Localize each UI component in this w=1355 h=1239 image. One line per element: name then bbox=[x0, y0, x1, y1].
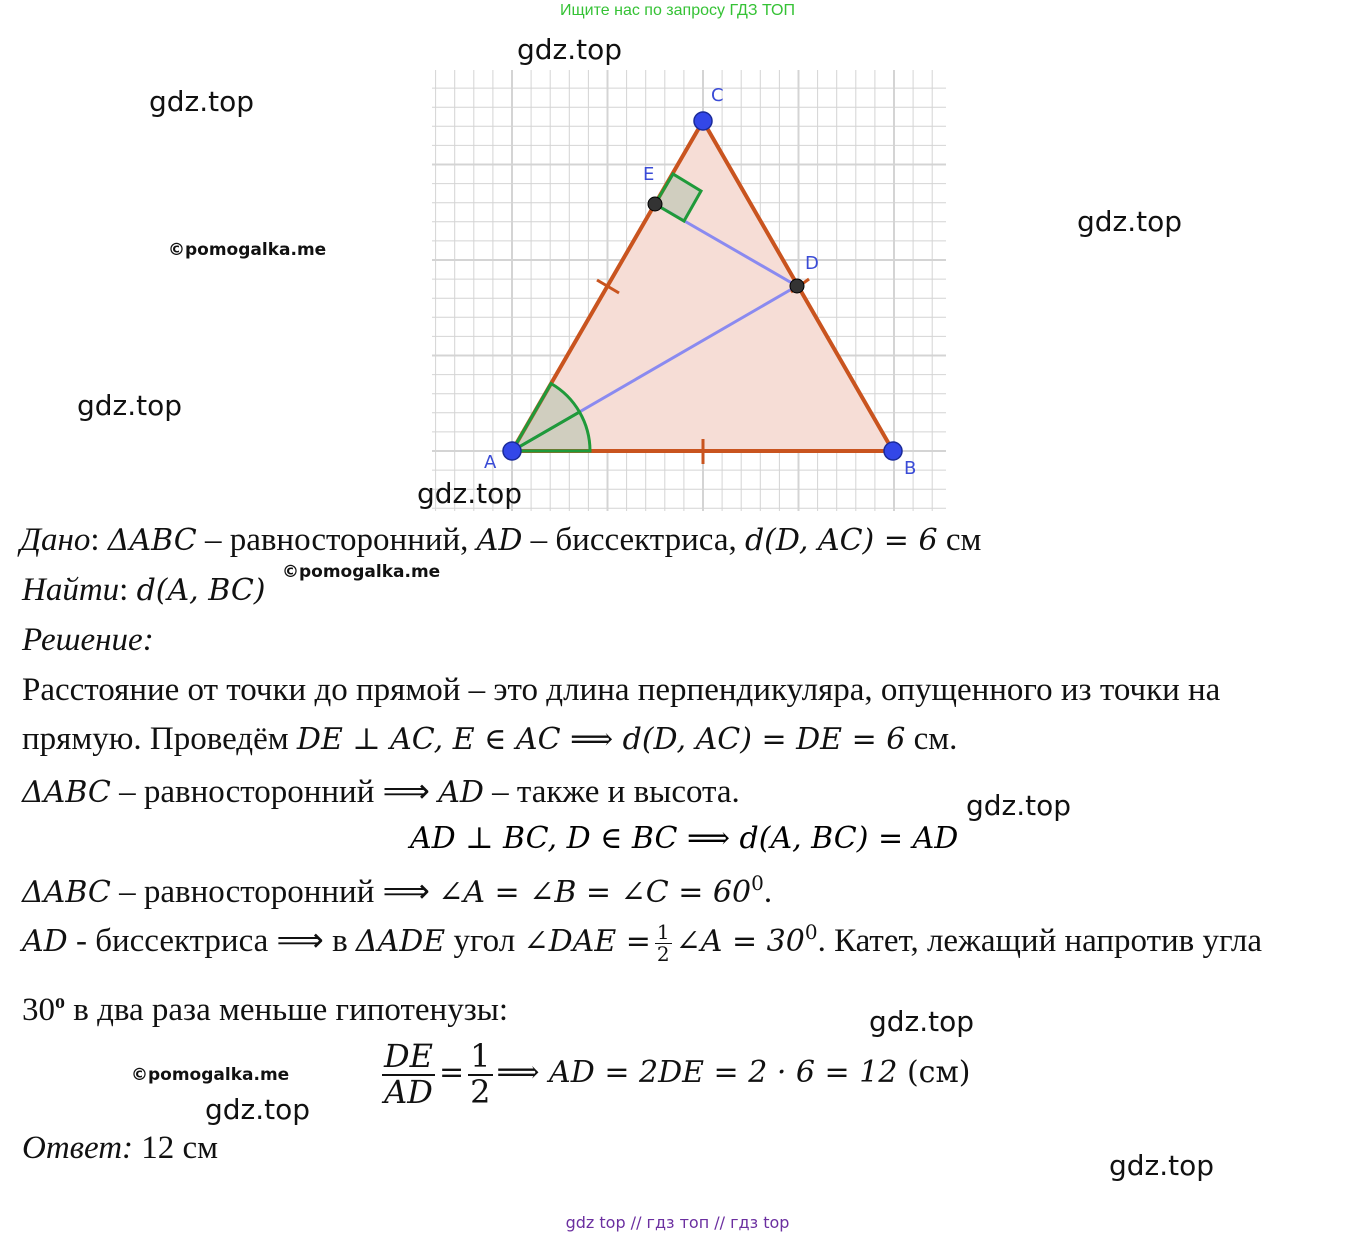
watermark-gdz: gdz.top bbox=[869, 1005, 975, 1038]
point-e bbox=[648, 197, 662, 211]
p5-fraction bbox=[655, 919, 672, 966]
watermark-gdz: gdz.top bbox=[149, 85, 255, 118]
triangle-figure bbox=[420, 60, 960, 520]
label-a: A bbox=[484, 452, 497, 473]
p7-fraction-2-numerator: 1 bbox=[470, 1037, 491, 1075]
p4-expression: ∠A = ∠B = ∠C = 60 bbox=[438, 875, 752, 910]
p5-degree: 0 bbox=[804, 920, 818, 944]
label-b: B bbox=[904, 458, 917, 479]
given-bisector: AD bbox=[476, 523, 523, 558]
p7-equals: = bbox=[439, 1055, 465, 1091]
p1-expression: DE ⊥ AC, E ∈ AC ⟹ d(D, AC) = DE = 6 bbox=[296, 722, 906, 757]
paragraph-5 bbox=[22, 920, 1262, 965]
watermark-gdz: gdz.top bbox=[417, 477, 523, 510]
p6-text: в два раза меньше гипотенузы: bbox=[65, 992, 509, 1028]
paragraph-4 bbox=[22, 871, 772, 911]
given-triangle: ΔABC bbox=[107, 523, 197, 558]
point-b bbox=[884, 442, 902, 460]
watermark-gdz: gdz.top bbox=[1077, 205, 1183, 238]
watermark-gdz: gdz.top bbox=[205, 1093, 311, 1126]
label-e: E bbox=[643, 164, 655, 185]
p5-text-2: угол bbox=[445, 923, 524, 959]
p5-triangle: ΔADE bbox=[355, 924, 446, 959]
solution-heading: Решение: bbox=[22, 622, 154, 658]
solution-label: Решение bbox=[22, 622, 143, 658]
p5-text-1: - биссектриса ⟹ в bbox=[67, 923, 356, 959]
answer-value: 12 см bbox=[133, 1130, 219, 1166]
point-d bbox=[790, 279, 804, 293]
watermark-gdz: gdz.top bbox=[77, 389, 183, 422]
given-text-2: – биссектриса, bbox=[522, 522, 745, 558]
p6-number: 30 bbox=[22, 992, 55, 1028]
find-line: Найти: d(A, BC) bbox=[22, 572, 266, 608]
paragraph-1-line-2 bbox=[22, 721, 957, 758]
p5-fraction-numerator: 1 bbox=[656, 919, 670, 944]
find-expression: d(A, BC) bbox=[136, 573, 266, 608]
p1-text: прямую. Проведём bbox=[22, 721, 297, 757]
p4-end: . bbox=[763, 874, 773, 910]
watermark-gdz: gdz.top bbox=[1109, 1149, 1215, 1182]
p7-fraction-1-numerator: DE bbox=[384, 1037, 434, 1075]
given-line: Дано: ΔABC – равносторонний, AD – биссектриса, d(D, AC) = 6 см bbox=[20, 522, 982, 558]
paragraph-2 bbox=[22, 771, 740, 811]
paragraph-7-equation bbox=[378, 1037, 971, 1111]
search-banner[interactable]: Ищите нас по запросу ГДЗ ТОП bbox=[560, 2, 795, 19]
p7-expression: ⟹ AD = 2DE = 2 · 6 = 12 bbox=[496, 1055, 898, 1091]
given-distance: d(D, AC) = 6 bbox=[744, 523, 938, 558]
p7-fraction-de-ad bbox=[382, 1037, 435, 1111]
p5-fraction-denominator: 2 bbox=[656, 941, 670, 966]
p2-text-1: – равносторонний ⟹ bbox=[110, 774, 439, 810]
watermark-pomogalka: ©pomogalka.me bbox=[168, 240, 327, 260]
paragraph-3-centered bbox=[410, 821, 958, 856]
p3-expression: AD ⊥ BC, D ∈ BC ⟹ d(A, BC) = AD bbox=[410, 821, 959, 856]
label-d: D bbox=[805, 253, 819, 274]
paragraph-1-line-1: Расстояние от точки до прямой – это длина перпендикуляра, опущенного из точки на bbox=[22, 672, 1221, 708]
p4-degree: 0 bbox=[751, 871, 764, 895]
given-text-1: – равносторонний, bbox=[196, 522, 477, 558]
p5-ad: AD bbox=[22, 924, 68, 959]
p7-fraction-half bbox=[468, 1037, 492, 1111]
p7-fraction-1-denominator: AD bbox=[384, 1072, 433, 1111]
point-c bbox=[694, 112, 712, 130]
p2-ad: AD bbox=[438, 775, 484, 810]
given-label: Дано bbox=[20, 522, 91, 558]
p5-text-3: . Катет, лежащий напротив угла bbox=[817, 923, 1262, 959]
p7-fraction-2-denominator: 2 bbox=[470, 1072, 491, 1111]
p1-unit: см. bbox=[905, 721, 958, 757]
paragraph-6 bbox=[22, 991, 508, 1029]
watermark-gdz: gdz.top bbox=[966, 789, 1072, 822]
p5-angle: ∠DAE = bbox=[523, 924, 651, 959]
p4-text: – равносторонний ⟹ bbox=[110, 874, 439, 910]
answer-line bbox=[22, 1130, 218, 1167]
p7-unit: (см) bbox=[897, 1055, 971, 1091]
p2-triangle: ΔABC bbox=[22, 775, 111, 810]
p2-text-2: – также и высота. bbox=[483, 774, 740, 810]
find-label: Найти bbox=[22, 572, 120, 608]
p5-expression: ∠A = 30 bbox=[675, 924, 805, 959]
point-a bbox=[503, 442, 521, 460]
watermark-pomogalka: ©pomogalka.me bbox=[282, 562, 441, 582]
p4-triangle: ΔABC bbox=[22, 875, 111, 910]
footer-links[interactable]: gdz top // гдз топ // гдз top bbox=[565, 1213, 790, 1232]
answer-label: Ответ: bbox=[22, 1130, 134, 1166]
p6-degree: o bbox=[55, 991, 65, 1013]
label-c: C bbox=[711, 85, 724, 106]
watermark-pomogalka: ©pomogalka.me bbox=[131, 1065, 290, 1085]
watermark-gdz: gdz.top bbox=[517, 33, 623, 66]
given-unit: см bbox=[937, 522, 982, 558]
